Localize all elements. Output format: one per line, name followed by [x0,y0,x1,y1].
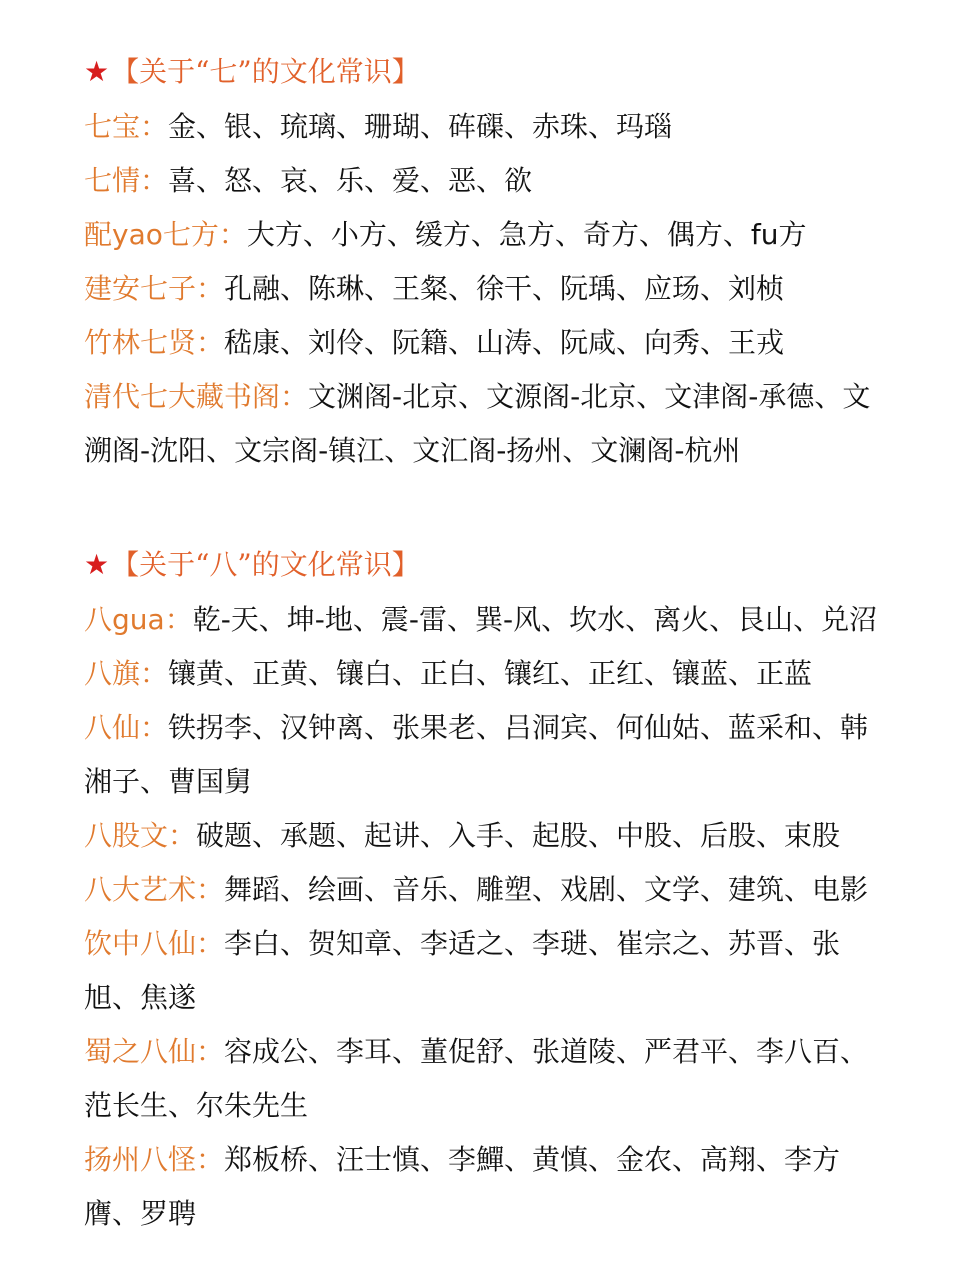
entry-term: 清代七大藏书阁 [84,380,281,413]
section-heading [84,545,884,585]
entry-items: 文渊阁-北京、文源阁-北京、文津阁-承德、文溯阁-沈阳、文宗阁-镇江、文汇阁-扬州、文澜阁-杭州 [84,380,871,467]
entry-items: 破题、承题、起讲、入手、起股、中股、后股、束股 [196,819,841,852]
entry-qiqing: 七情：喜、怒、哀、乐、爱、恶、欲 [84,164,533,197]
entry-term: 七情 [84,164,141,197]
entry-items: 舞蹈、绘画、音乐、雕塑、戏剧、文学、建筑、电影 [224,873,869,906]
entry-bada-yishu: 八大艺术：舞蹈、绘画、音乐、雕塑、戏剧、文学、建筑、电影 [84,873,869,906]
entry-term: 八旗 [84,657,141,690]
entry-items: 郑板桥、汪士慎、李鱓、黄慎、金农、高翔、李方膺、罗聘 [84,1143,841,1230]
heading-text: 【关于“七”的文化常识】 [111,55,420,88]
entry-term: 扬州八怪 [84,1143,197,1176]
entry-term: 七宝 [84,110,141,143]
entry-qibao: 七宝：金、银、琉璃、珊瑚、砗磲、赤珠、玛瑙 [84,110,673,143]
entry-items: 容成公、李耳、董促舒、张道陵、严君平、李八百、范长生、尔朱先生 [84,1035,869,1122]
entry-yinzhong-baxian: 饮中八仙：李白、贺知章、李适之、李琎、崔宗之、苏晋、张旭、焦遂 [84,927,841,1014]
entry-baguwen: 八股文：破题、承题、起讲、入手、起股、中股、后股、束股 [84,819,841,852]
entry-items: 金、银、琉璃、珊瑚、砗磲、赤珠、玛瑙 [168,110,673,143]
entry-items: 喜、怒、哀、乐、爱、恶、欲 [168,164,533,197]
entry-term: 八股文 [84,819,169,852]
entry-shuzhi-baxian: 蜀之八仙：容成公、李耳、董促舒、张道陵、严君平、李八百、范长生、尔朱先生 [84,1035,869,1122]
entry-yangzhou-baguai: 扬州八怪：郑板桥、汪士慎、李鱓、黄慎、金农、高翔、李方膺、罗聘 [84,1143,841,1230]
section-heading [84,52,884,92]
entry-baqi: 八旗：镶黄、正黄、镶白、正白、镶红、正红、镶蓝、正蓝 [84,657,813,690]
entry-peiyao-qifang: 配yao七方：大方、小方、缓方、急方、奇方、偶方、fu方 [84,218,807,251]
entry-term: 蜀之八仙 [84,1035,197,1068]
entry-baxian: 八仙：铁拐李、汉钟离、张果老、吕洞宾、何仙姑、蓝采和、韩湘子、曹国舅 [84,711,869,798]
heading-text: 【关于“八”的文化常识】 [111,548,420,581]
entry-term: 竹林七贤 [84,326,197,359]
entry-items: 李白、贺知章、李适之、李琎、崔宗之、苏晋、张旭、焦遂 [84,927,841,1014]
star-icon: ★ [84,55,110,88]
entry-items: 乾-天、坤-地、震-雷、巽-风、坎水、离火、艮山、兑沼 [192,603,878,636]
entry-jianan-qizi: 建安七子：孔融、陈琳、王粲、徐干、阮瑀、应玚、刘桢 [84,272,785,305]
entry-items: 嵇康、刘伶、阮籍、山涛、阮咸、向秀、王戎 [224,326,785,359]
entry-term: 八大艺术 [84,873,197,906]
entry-zhulin-qixian: 竹林七贤：嵇康、刘伶、阮籍、山涛、阮咸、向秀、王戎 [84,326,785,359]
entry-term: 八gua [84,603,165,636]
entry-items: 镶黄、正黄、镶白、正白、镶红、正红、镶蓝、正蓝 [168,657,813,690]
entry-items: 铁拐李、汉钟离、张果老、吕洞宾、何仙姑、蓝采和、韩湘子、曹国舅 [84,711,869,798]
entry-term: 饮中八仙 [84,927,197,960]
entry-term: 八仙 [84,711,141,744]
entry-items: 大方、小方、缓方、急方、奇方、偶方、fu方 [246,218,807,251]
entry-items: 孔融、陈琳、王粲、徐干、阮瑀、应玚、刘桢 [224,272,785,305]
entry-term: 配yao七方 [84,218,219,251]
section-seven-culture [84,52,884,478]
star-icon: ★ [84,548,110,581]
entry-term: 建安七子 [84,272,197,305]
section-eight-culture [84,545,884,1241]
entry-bagua: 八gua：乾-天、坤-地、震-雷、巽-风、坎水、离火、艮山、兑沼 [84,603,878,636]
entry-qing-qida-cangshuge: 清代七大藏书阁：文渊阁-北京、文源阁-北京、文津阁-承德、文溯阁-沈阳、文宗阁-镇江、文汇阁-扬州、文澜阁-杭州 [84,380,871,467]
